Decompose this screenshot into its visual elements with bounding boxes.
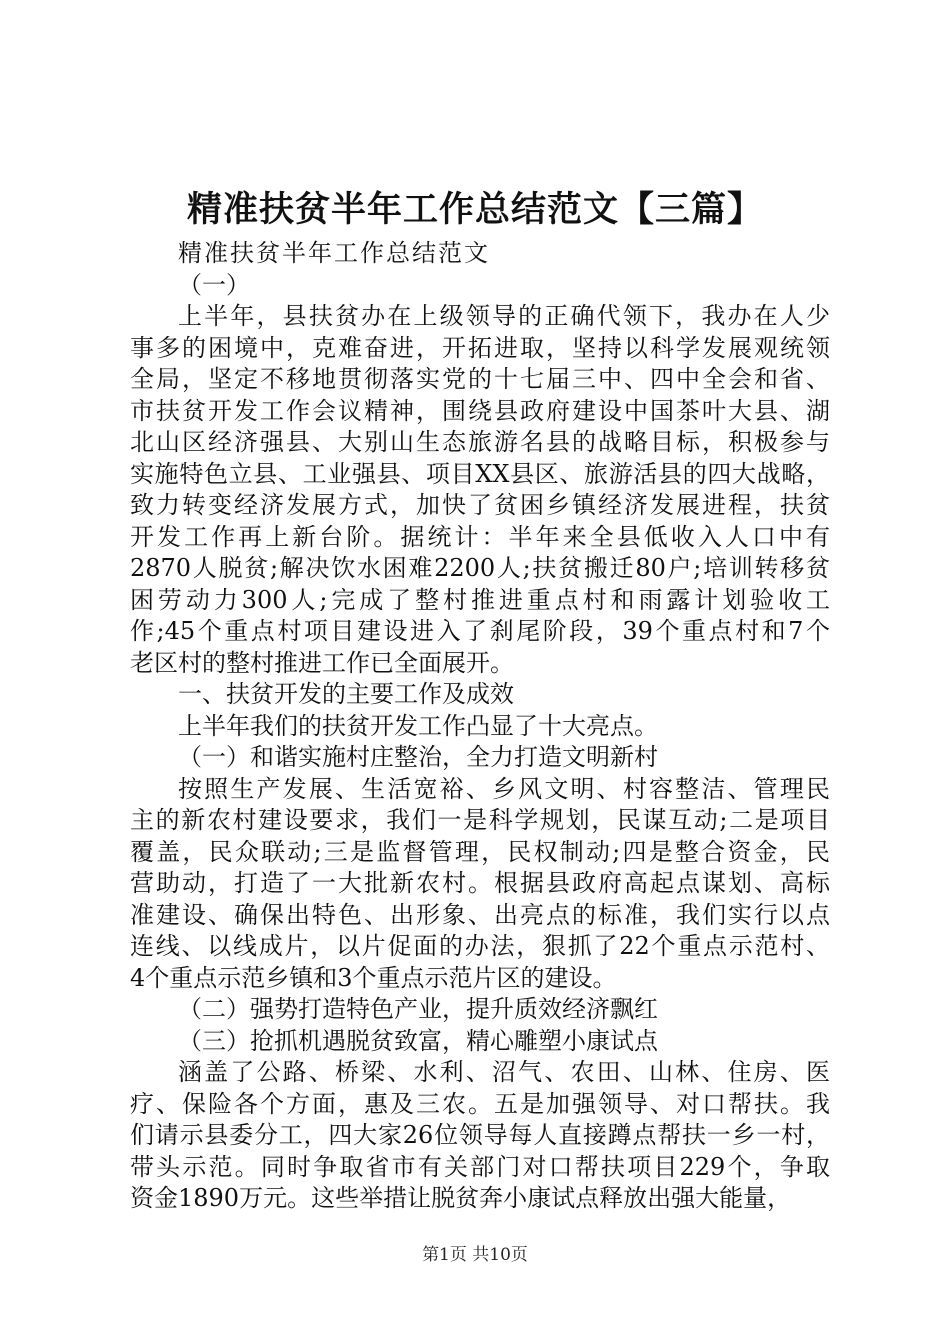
text-line: 营助动，打造了一大批新农村。根据县政府高起点谋划、高标: [130, 869, 830, 897]
text-line: 2870人脱贫;解决饮水困难2200人;扶贫搬迁80户;培训转移贫: [130, 554, 830, 582]
text-line: 老区村的整村推进工作已全面展开。: [130, 648, 514, 677]
text-line: 资金1890万元。这些举措让脱贫奔小康试点释放出强大能量，: [130, 1184, 792, 1212]
text-line: 按照生产发展、生活宽裕、乡风文明、村容整洁、管理民: [178, 774, 830, 803]
page-footer: 第1页 共10页: [422, 1245, 528, 1265]
text-line: 事多的困境中，克难奋进，开拓进取，坚持以科学发展观统领: [130, 333, 830, 362]
text-line: 上半年，县扶贫办在上级领导的正确代领下，我办在人少: [178, 302, 830, 330]
text-line: 北山区经济强县、大别山生态旅游名县的战略目标，积极参与: [130, 428, 830, 456]
text-line: （一）和谐实施村庄整治，全力打造文明新村: [178, 743, 658, 771]
text-line: 连线、以线成片，以片促面的办法，狠抓了22个重点示范村、: [130, 932, 830, 960]
text-line: 作;45个重点村项目建设进入了刹尾阶段，39个重点村和7个: [130, 617, 830, 645]
text-line: （二）强势打造特色产业，提升质效经济飘红: [178, 995, 658, 1023]
text-line: 疗、保险各个方面，惠及三农。五是加强领导、对口帮扶。我: [130, 1089, 830, 1118]
text-line: 致力转变经济发展方式，加快了贫困乡镇经济发展进程，扶贫: [130, 491, 830, 519]
document-title: 精准扶贫半年工作总结范文【三篇】: [186, 189, 763, 230]
text-line: 上半年我们的扶贫开发工作凸显了十大亮点。: [178, 711, 658, 740]
text-line: 涵盖了公路、桥梁、水利、沼气、农田、山林、住房、医: [178, 1058, 830, 1086]
text-line: 准建设、确保出特色、出形象、出亮点的标准，我们实行以点: [130, 900, 830, 929]
text-line: 主的新农村建设要求，我们一是科学规划，民谋互动;二是项目: [130, 806, 830, 834]
text-line: 开发工作再上新台阶。据统计：半年来全县低收入人口中有: [130, 522, 830, 551]
text-line: 困劳动力300人;完成了整村推进重点村和雨露计划验收工: [130, 585, 830, 614]
text-line: 带头示范。同时争取省市有关部门对口帮扶项目229个，争取: [130, 1152, 830, 1181]
text-line: （三）抢抓机遇脱贫致富，精心雕塑小康试点: [178, 1026, 658, 1055]
text-line: 们请示县委分工，四大家26位领导每人直接蹲点帮扶一乡一村，: [130, 1121, 830, 1149]
text-line: 4个重点示范乡镇和3个重点示范片区的建设。: [130, 963, 617, 992]
text-line: 全局，坚定不移地贯彻落实党的十七届三中、四中全会和省、: [130, 365, 830, 393]
text-line: 市扶贫开发工作会议精神，围绕县政府建设中国茶叶大县、湖: [130, 396, 830, 425]
text-line: 实施特色立县、工业强县、项目XX县区、旅游活县的四大战略，: [130, 459, 830, 488]
text-line: 一、扶贫开发的主要工作及成效: [178, 680, 514, 708]
document-subtitle: 精准扶贫半年工作总结范文: [178, 239, 490, 267]
document-body: [130, 238, 830, 1215]
text-line: 覆盖，民众联动;三是监督管理，民权制动;四是整合资金，民: [130, 837, 830, 866]
subtitle-spacer: [130, 238, 830, 270]
text-line: （一）: [178, 270, 250, 299]
